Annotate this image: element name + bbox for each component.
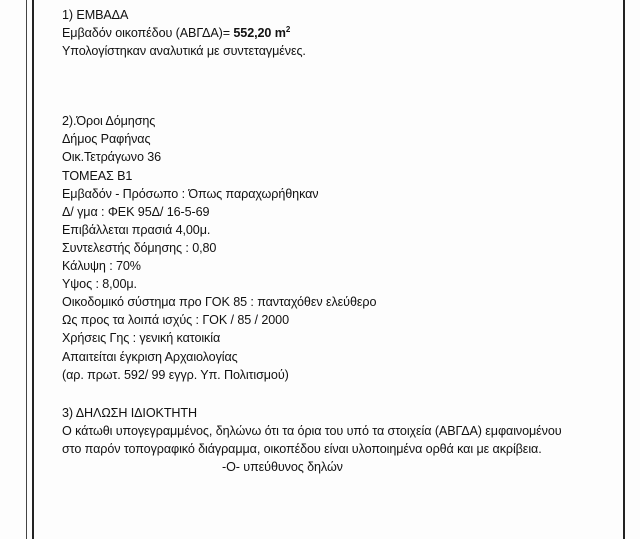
area-label: Εμβαδόν οικοπέδου (ΑΒΓΔΑ)= [62, 26, 230, 41]
term-height: Υψος : 8,00μ. [62, 277, 137, 292]
section-area [62, 6, 620, 60]
term-archaeology-reference: (αρ. πρωτ. 592/ 99 εγγρ. Υπ. Πολιτισμού) [62, 367, 289, 382]
term-block: Οικ.Τετράγωνο 36 [62, 150, 162, 165]
term-archaeology-approval: Απαιτείται έγκριση Αρχαιολογίας [62, 349, 238, 364]
frame-line-left-inner [32, 0, 34, 539]
area-value [233, 26, 290, 40]
document-content [62, 6, 620, 476]
term-land-use: Χρήσεις Γης : γενική κατοικία [62, 331, 221, 346]
statement-line-1: Ο κάτωθι υπογεγραμμένος, δηλώνω ότι τα όρια του υπό τα στοιχεία (ΑΒΓΔΑ) εμφαινομένου [62, 423, 562, 438]
term-setback: Επιβάλλεται πρασιά 4,00μ. [62, 222, 211, 237]
term-building-system: Οικοδομικό σύστημα προ ΓΟΚ 85 : πανταχόθεν ελεύθερο [62, 295, 377, 310]
section-owner-statement [62, 404, 620, 476]
statement-line-2: στο παρόν τοπογραφικό διάγραμμα, οικοπέδου είναι υλοποιημένα ορθά και με ακρίβεια. [62, 441, 542, 456]
term-area-frontage: Εμβαδόν - Πρόσωπο : Όπως παραχωρήθηκαν [62, 186, 319, 201]
term-municipality: Δήμος Ραφήνας [62, 132, 151, 147]
section-building-terms-heading: 2).Όροι Δόμησης [62, 114, 156, 129]
section-owner-statement-heading: 3) ΔΗΛΩΣΗ ΙΔΙΟΚΤΗΤΗ [62, 405, 197, 420]
section-area-heading: 1) ΕΜΒΑΔΑ [62, 8, 129, 22]
area-note: Υπολογίστηκαν αναλυτικά με συντεταγμένες. [62, 44, 306, 59]
area-value-text: 552,20 m [233, 26, 286, 41]
section-building-terms [62, 112, 620, 383]
area-line [62, 24, 620, 42]
signer-label: -Ο- υπεύθυνος δηλών [222, 459, 343, 474]
term-building-coefficient: Συντελεστής δόμησης : 0,80 [62, 240, 217, 255]
term-sector: ΤΟΜΕΑΣ Β1 [62, 168, 133, 183]
area-unit-exponent: 2 [285, 24, 291, 34]
frame-line-left-outer [26, 0, 27, 539]
term-other-regulations: Ως προς τα λοιπά ισχύς : ΓΟΚ / 85 / 2000 [62, 313, 289, 328]
term-coverage: Κάλυψη : 70% [62, 259, 141, 274]
term-decree: Δ/ γμα : ΦΕΚ 95Δ/ 16-5-69 [62, 204, 210, 219]
frame-line-right [623, 0, 625, 539]
